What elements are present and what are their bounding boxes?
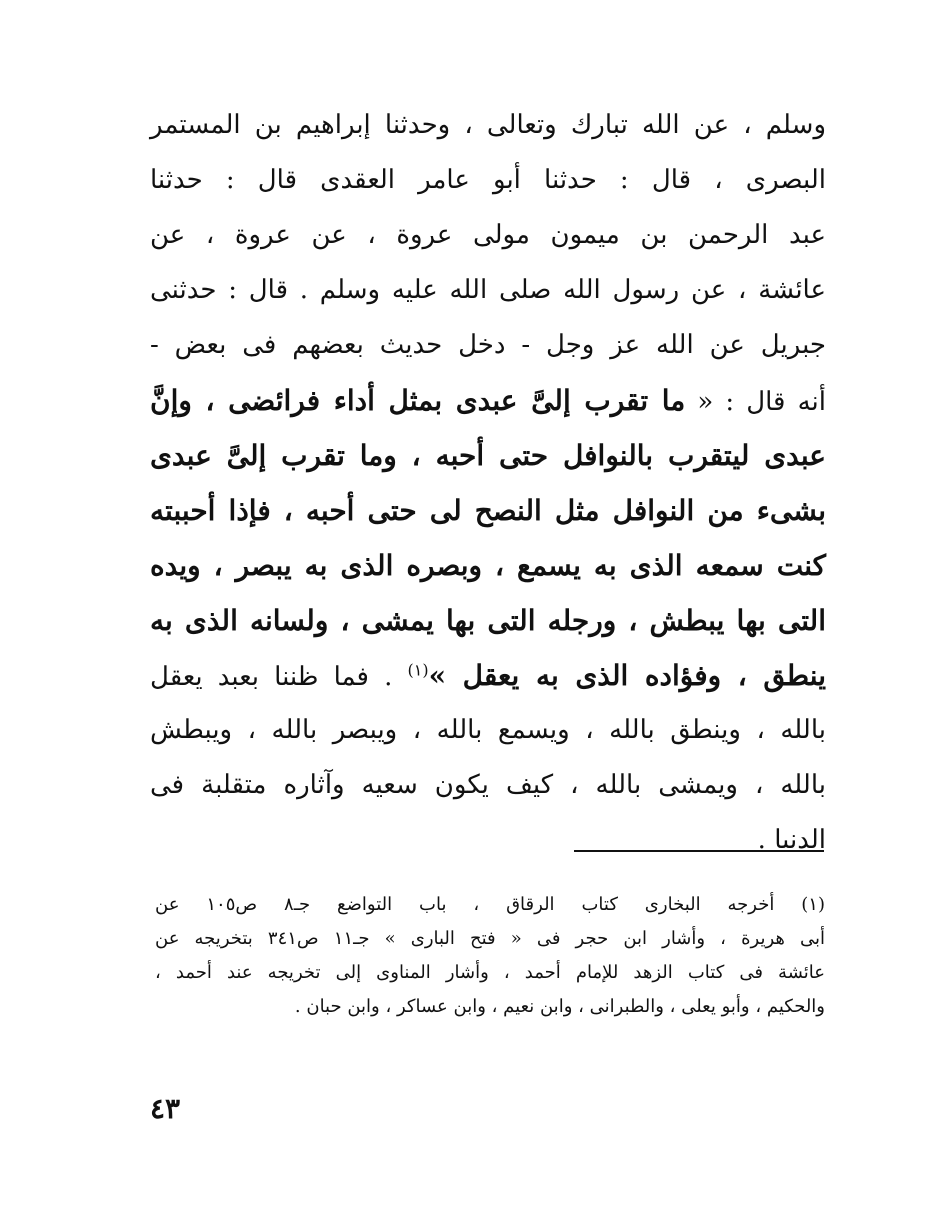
main-text xyxy=(150,98,826,868)
text-line: عائشة ، عن رسول الله صلى الله عليه وسلم . قال : حدثنى xyxy=(150,275,826,305)
footnote-line: (١) أخرجه البخارى كتاب الرقاق ، باب التواضع جـ٨ ص١٠٥ عن xyxy=(155,894,825,915)
text-line-hadith-start xyxy=(150,373,826,428)
text-line: الدنيا . xyxy=(757,825,826,855)
footnote-line: عائشة فى كتاب الزهد للإمام أحمد ، وأشار المناوى إلى تخريجه عند أحمد ، xyxy=(155,962,825,983)
hadith-line: عبدى ليتقرب بالنوافل حتى أحبه ، وما تقرب إلىَّ عبدى xyxy=(150,439,826,472)
text-line: البصرى ، قال : حدثنا أبو عامر العقدى قال : حدثنا xyxy=(150,165,826,195)
text-line: جبريل عن الله عز وجل - دخل حديث بعضهم فى بعض - xyxy=(150,330,826,360)
text-line: وسلم ، عن الله تبارك وتعالى ، وحدثنا إبراهيم بن المستمر xyxy=(150,110,826,140)
hadith-text: ما تقرب إلىَّ عبدى بمثل أداء فرائضى ، وإنَّ xyxy=(150,384,686,417)
page-number: ٤٣ xyxy=(150,1092,181,1125)
hadith-intro: أنه قال : « xyxy=(685,387,826,417)
footnote-line: والحكيم ، وأبو يعلى ، والطبرانى ، وابن نعيم ، وابن عساكر ، وابن حبان . xyxy=(294,996,825,1017)
hadith-line: بشىء من النوافل مثل النصح لى حتى أحبه ، فإذا أحببته xyxy=(150,494,826,527)
text-line-hadith-end xyxy=(150,648,826,703)
text-line: بالله ، ويمشى بالله ، كيف يكون سعيه وآثاره متقلبة فى xyxy=(150,770,826,800)
footnote-divider xyxy=(574,850,824,852)
hadith-text-end: ينطق ، وفؤاده الذى به يعقل » xyxy=(428,659,826,692)
footnote xyxy=(155,888,825,1024)
hadith-line: التى بها يبطش ، ورجله التى بها يمشى ، ولسانه الذى به xyxy=(150,604,826,637)
text-line: عبد الرحمن بن ميمون مولى عروة ، عن عروة ، عن xyxy=(150,220,826,250)
footnote-reference[interactable]: (١) xyxy=(407,660,429,680)
commentary-text: . فما ظننا بعبد يعقل xyxy=(150,662,408,692)
hadith-line: كنت سمعه الذى به يسمع ، وبصره الذى به يبصر ، ويده xyxy=(150,549,826,582)
text-line: بالله ، وينطق بالله ، ويسمع بالله ، ويبصر بالله ، ويبطش xyxy=(150,715,826,745)
footnote-line: أبى هريرة ، وأشار ابن حجر فى « فتح البارى » جـ١١ ص٣٤١ بتخريجه عن xyxy=(155,928,825,949)
